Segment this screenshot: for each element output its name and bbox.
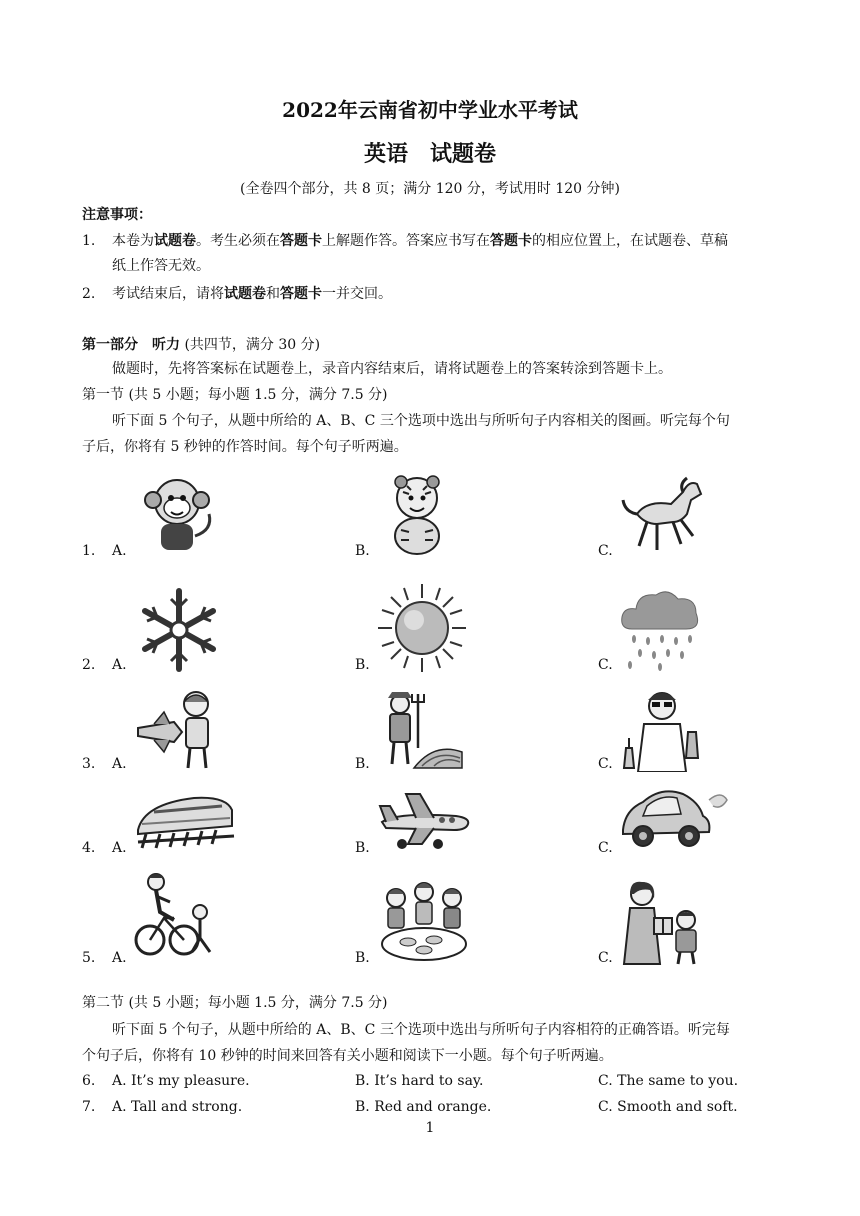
q6-option-a: A. It’s my pleasure. [112, 1073, 250, 1089]
car-icon [617, 780, 729, 852]
q2-number: 2. [82, 657, 96, 673]
section2-instr-line1: 听下面 5 个句子，从题中所给的 A、B、C 三个选项中选出与所听句子内容相符的正确答语。听完每 [112, 1022, 730, 1038]
q7-option-c: C. Smooth and soft. [598, 1099, 738, 1115]
q3-option-b: B. [355, 756, 370, 772]
q1-option-b: B. [355, 543, 370, 559]
q1-number: 1. [82, 543, 96, 559]
scientist-icon [620, 688, 704, 772]
airplane-icon [376, 786, 472, 854]
exam-info: (全卷四个部分，共 8 页；满分 120 分，考试用时 120 分钟) [240, 181, 620, 197]
q5-number: 5. [82, 950, 96, 966]
train-icon [134, 786, 236, 852]
q4-option-c: C. [598, 840, 613, 856]
notice-item-2-num: 2. [82, 286, 96, 302]
q7-number: 7. [82, 1099, 96, 1115]
q6-option-c: C. The same to you. [598, 1073, 739, 1089]
section1-instr-line1: 听下面 5 个句子，从题中所给的 A、B、C 三个选项中选出与所听句子内容相关的图画。听完每个句 [112, 413, 730, 429]
tiger-icon [377, 470, 457, 560]
sun-icon [376, 582, 468, 674]
q3-number: 3. [82, 756, 96, 772]
notice-item-1: 本卷为试题卷。考生必须在答题卡上解题作答。答案应书写在答题卡的相应位置上，在试题卷、草稿 [112, 233, 728, 249]
q4-number: 4. [82, 840, 96, 856]
q6-number: 6. [82, 1073, 96, 1089]
q7-option-a: A. Tall and strong. [112, 1099, 243, 1115]
horse-icon [617, 470, 709, 558]
paper-subtitle: 英语 试题卷 [363, 141, 496, 167]
q1-option-a: A. [112, 543, 127, 559]
notice-heading: 注意事项： [82, 207, 152, 223]
q4-option-a: A. [112, 840, 127, 856]
q2-option-c: C. [598, 657, 613, 673]
notice-item-1-cont: 纸上作答无效。 [112, 258, 210, 274]
snowflake-icon [133, 585, 225, 675]
pilot-icon [134, 688, 226, 772]
cycling-icon [134, 872, 220, 962]
q5-option-b: B. [355, 950, 370, 966]
section2-heading: 第二节 (共 5 小题；每小题 1.5 分，满分 7.5 分) [82, 995, 388, 1011]
part1-intro: 做题时，先将答案标在试题卷上，录音内容结束后，请将试题卷上的答案转涂到答题卡上。 [112, 361, 672, 377]
notice-item-2: 考试结束后，请将试题卷和答题卡一并交回。 [112, 286, 392, 302]
q5-option-c: C. [598, 950, 613, 966]
gift-giving-icon [620, 880, 704, 966]
family-dinner-icon [378, 876, 470, 964]
farmer-icon [378, 688, 464, 772]
q3-option-a: A. [112, 756, 127, 772]
q1-option-c: C. [598, 543, 613, 559]
exam-title: 2022年云南省初中学业水平考试 [282, 98, 578, 122]
q6-option-b: B. It’s hard to say. [355, 1073, 484, 1089]
section1-heading: 第一节 (共 5 小题；每小题 1.5 分，满分 7.5 分) [82, 387, 388, 403]
q5-option-a: A. [112, 950, 127, 966]
notice-item-1-num: 1. [82, 233, 96, 249]
rain-cloud-icon [618, 585, 702, 671]
section1-instr-line2: 子后，你将有 5 秒钟的作答时间。每个句子听两遍。 [82, 439, 408, 455]
q2-option-b: B. [355, 657, 370, 673]
monkey-icon [133, 470, 223, 560]
q2-option-a: A. [112, 657, 127, 673]
q3-option-c: C. [598, 756, 613, 772]
section2-instr-line2: 个句子后，你将有 10 秒钟的时间来回答有关小题和阅读下一小题。每个句子听两遍。 [82, 1048, 613, 1064]
q7-option-b: B. Red and orange. [355, 1099, 492, 1115]
page-number: 1 [425, 1120, 435, 1136]
part1-heading: 第一部分 听力 (共四节，满分 30 分) [82, 337, 321, 353]
q4-option-b: B. [355, 840, 370, 856]
